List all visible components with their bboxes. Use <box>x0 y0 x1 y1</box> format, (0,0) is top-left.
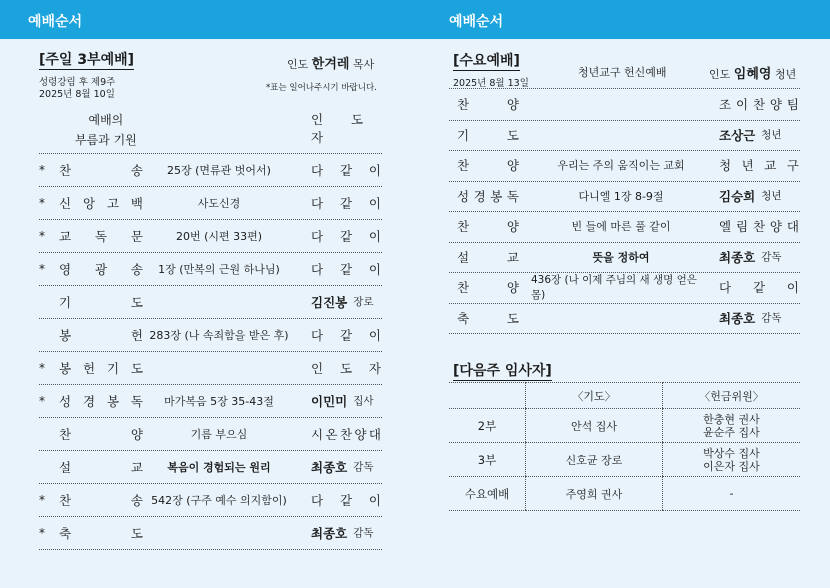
wednesday-description: 빈 들에 마른 풀 같이 <box>571 220 671 234</box>
next-week-header-row <box>449 383 800 409</box>
order-row <box>39 285 382 319</box>
stand-marker: * <box>39 525 45 540</box>
order-item-label: 영 광 송 <box>59 261 143 277</box>
order-description: 283장 (나 속죄함을 받은 후) <box>149 328 289 342</box>
order-item-label: 찬 송 <box>59 492 143 508</box>
service-name: 3부 <box>449 443 526 477</box>
wednesday-order-row <box>449 242 800 274</box>
order-description <box>134 351 304 384</box>
next-week-row <box>449 409 800 443</box>
order-description: 20번 (시편 33편) <box>175 229 263 243</box>
order-item-label: 찬 송 <box>59 162 143 178</box>
wednesday-leader: 김 승 희 청년 <box>719 188 782 204</box>
order-description: 사도신경 <box>197 196 241 210</box>
order-leader: 다 같 이 <box>311 195 381 211</box>
order-item-label: 찬 양 <box>59 426 143 442</box>
wednesday-leader: 엘 림 찬 양 대 <box>719 219 799 235</box>
order-leader: 다 같 이 <box>311 492 381 508</box>
wednesday-date: 2025년 8월 13일 <box>453 78 529 89</box>
wednesday-order-row <box>449 211 800 243</box>
order-leader: 다 같 이 <box>311 228 381 244</box>
order-leader: 최 종 호 감독 <box>311 459 374 475</box>
prayer-person: 안석 집사 <box>526 409 663 443</box>
wednesday-item-label: 설 교 <box>457 249 519 265</box>
wednesday-description <box>531 89 711 120</box>
stand-marker: * <box>39 492 45 507</box>
order-item-label: 교 독 문 <box>59 228 143 244</box>
order-item-label: 성 경 봉 독 <box>59 393 143 409</box>
wednesday-leader: 조 이 찬 양 팀 <box>719 97 799 113</box>
prayer-person: 신호균 장로 <box>526 443 663 477</box>
stand-marker: * <box>39 261 45 276</box>
order-description: 복음이 경험되는 원리 <box>167 460 271 474</box>
right-header-title: 예배순서 <box>449 14 504 30</box>
wednesday-description: 다니엘 1장 8-9절 <box>578 189 664 203</box>
wednesday-item-label: 축 도 <box>457 310 519 326</box>
sunday-title: [주일 3부예배] <box>39 52 135 68</box>
prayer-person: 주영희 권사 <box>526 477 663 511</box>
wednesday-order-row <box>449 150 800 182</box>
next-week-title: [다음주 임사자] <box>453 363 552 379</box>
wednesday-order-row <box>449 89 800 121</box>
wednesday-leader: 다 같 이 <box>719 280 799 296</box>
order-leader: 김 진 봉 장로 <box>311 294 374 310</box>
order-row <box>39 252 382 286</box>
order-item-label: 봉 헌 <box>59 327 143 343</box>
order-leader: 이 민 미 집사 <box>311 393 374 409</box>
wednesday-title: [수요예배] <box>453 53 520 69</box>
order-row <box>39 450 382 484</box>
stand-marker: * <box>39 228 45 243</box>
order-row <box>39 351 382 385</box>
order-leader: 다 같 이 <box>311 261 381 277</box>
order-item-label: 설 교 <box>59 459 143 475</box>
order-row <box>39 318 382 352</box>
offering-column-header: 〈헌금위원〉 <box>663 383 801 409</box>
order-leader: 인 도 자 <box>311 360 381 376</box>
wednesday-item-label: 기 도 <box>457 127 519 143</box>
order-description <box>134 516 304 549</box>
wednesday-description: 우리는 주의 움직이는 교회 <box>557 159 685 173</box>
order-item-label: 축 도 <box>59 525 143 541</box>
order-item-label: 신 앙 고 백 <box>59 195 143 211</box>
order-leader: 시 온 찬 양 대 <box>311 426 381 442</box>
order-leader: 최 종 호 감독 <box>311 525 374 541</box>
order-description: 25장 (면류관 벗어서) <box>167 163 271 177</box>
wednesday-item-label: 성 경 봉 독 <box>457 188 519 204</box>
sunday-week: 성령강림 후 제9주 <box>39 77 116 88</box>
wednesday-description: 뜻을 정하여 <box>592 250 650 264</box>
service-column-header <box>449 383 526 409</box>
order-description <box>134 285 304 318</box>
call-to-worship: 예배의 부름과 기원 <box>75 113 137 147</box>
order-row <box>39 516 382 550</box>
sunday-leader: 인도 한겨레 목사 <box>287 57 375 72</box>
order-row <box>39 186 382 220</box>
stand-note: *표는 일어나주시기 바랍니다. <box>266 83 377 93</box>
wednesday-leader: 조 상 근 청년 <box>719 127 782 143</box>
order-item-label: 봉 헌 기 도 <box>59 360 143 376</box>
order-row <box>39 417 382 451</box>
stand-marker: * <box>39 195 45 210</box>
order-description: 마가복음 5장 35-43절 <box>164 394 274 408</box>
wednesday-subtitle: 청년교구 헌신예배 <box>578 66 667 79</box>
wednesday-item-label: 찬 양 <box>457 97 519 113</box>
stand-marker: * <box>39 393 45 408</box>
offering-committee: - <box>663 477 801 511</box>
next-week-table <box>449 382 800 511</box>
wednesday-item-label: 찬 양 <box>457 280 519 296</box>
next-week-row <box>449 477 800 511</box>
wednesday-description <box>531 303 711 334</box>
wednesday-order-row <box>449 181 800 213</box>
order-row <box>39 384 382 418</box>
left-header-title: 예배순서 <box>28 14 83 30</box>
next-week-row <box>449 443 800 477</box>
wednesday-description: 436장 (나 이제 주님의 새 생명 얻은 몸) <box>531 274 697 302</box>
offering-committee: 박상수 집사 이은자 집사 <box>663 443 801 477</box>
wednesday-item-label: 찬 양 <box>457 219 519 235</box>
order-leader: 다 같 이 <box>311 162 381 178</box>
wednesday-leader: 최 종 호 감독 <box>719 249 782 265</box>
order-description: 기름 부으심 <box>190 427 248 441</box>
wednesday-leader: 최 종 호 감독 <box>719 310 782 326</box>
wednesday-order-row <box>449 272 800 304</box>
stand-marker <box>39 450 53 483</box>
order-row <box>39 483 382 517</box>
wednesday-leader: 인도 임혜영 청년 <box>709 67 797 82</box>
order-leader: 다 같 이 <box>311 327 381 343</box>
wednesday-order-row <box>449 303 800 335</box>
wednesday-description <box>531 120 711 151</box>
order-row <box>39 219 382 253</box>
stand-marker <box>39 285 53 318</box>
service-name: 2부 <box>449 409 526 443</box>
stand-marker <box>39 318 53 351</box>
leader-column-header: 인 도 자 <box>311 112 376 145</box>
top-banner <box>0 0 830 39</box>
sunday-header-row <box>39 103 382 154</box>
offering-committee: 한충현 권사 윤순주 집사 <box>663 409 801 443</box>
order-row <box>39 153 382 187</box>
wednesday-leader: 청 년 교 구 <box>719 158 799 174</box>
prayer-column-header: 〈기도〉 <box>526 383 663 409</box>
order-description: 542장 (구주 예수 의지함이) <box>151 493 287 507</box>
stand-marker <box>39 417 53 450</box>
order-description: 1장 (만복의 근원 하나님) <box>158 262 280 276</box>
wednesday-item-label: 찬 양 <box>457 158 519 174</box>
service-name: 수요예배 <box>449 477 526 511</box>
wednesday-order-row <box>449 120 800 152</box>
order-item-label: 기 도 <box>59 294 143 310</box>
stand-marker: * <box>39 360 45 375</box>
sunday-date: 2025년 8월 10일 <box>39 89 115 100</box>
stand-marker: * <box>39 162 45 177</box>
